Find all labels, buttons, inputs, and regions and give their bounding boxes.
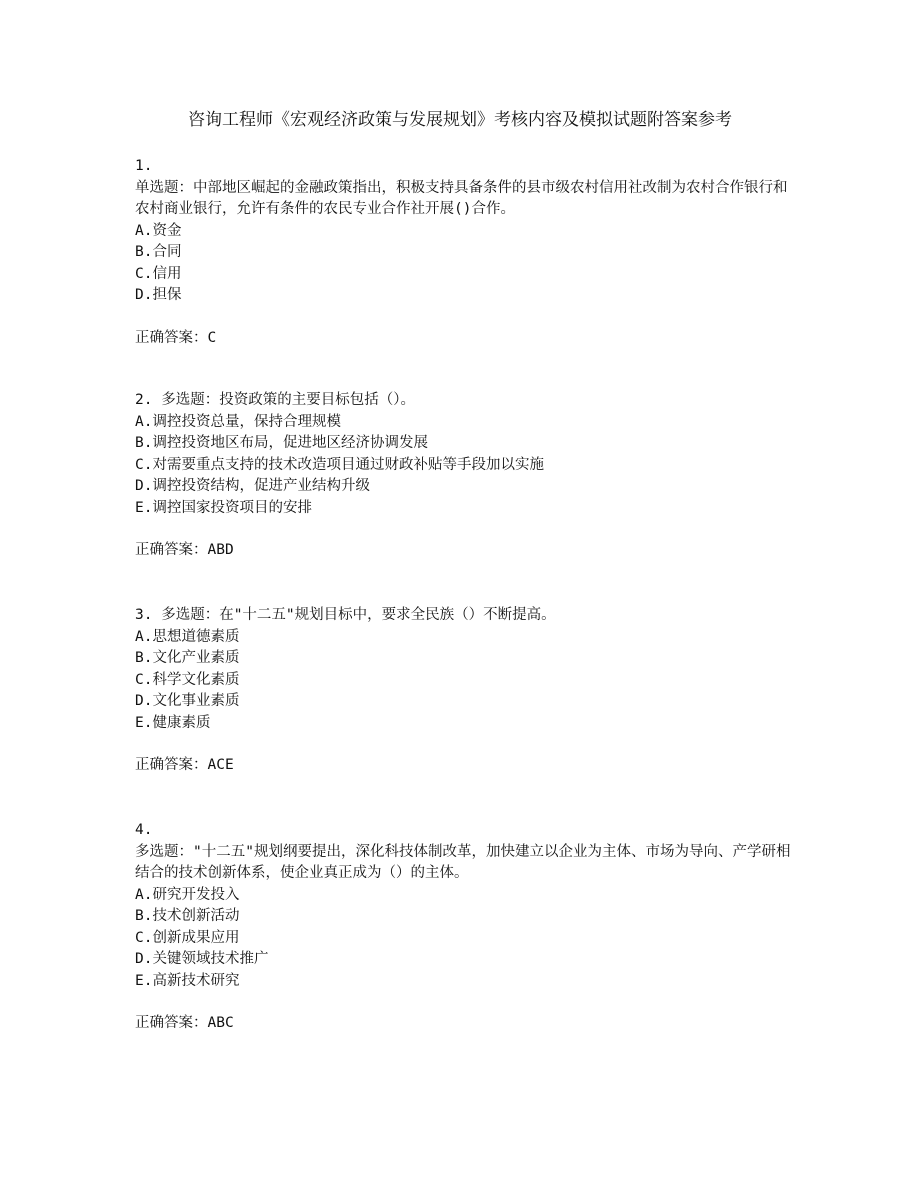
question-number: 4.: [135, 822, 153, 838]
option-c: C.科学文化素质: [135, 671, 240, 688]
option-a: A.研究开发投入: [135, 886, 240, 903]
option-b: B.文化产业素质: [135, 650, 240, 666]
option-a: A.调控投资总量，保持合理规模: [135, 413, 341, 430]
question-4: [135, 820, 795, 1035]
option-e: E.高新技术研究: [135, 972, 240, 989]
option-d: D.文化事业素质: [135, 693, 240, 709]
option-e: E.调控国家投资项目的安排: [135, 499, 312, 516]
question-number: 1.: [135, 158, 153, 174]
question-2: [135, 390, 795, 562]
option-a: A.思想道德素质: [135, 628, 240, 645]
question-stem: 多选题："十二五"规划纲要提出，深化科技体制改革，加快建立以企业为主体、市场为导向、产学研相结合的技术创新体系，使企业真正成为（）的主体。: [135, 843, 791, 881]
option-b: B.技术创新活动: [135, 908, 240, 924]
option-b: B.调控投资地区布局，促进地区经济协调发展: [135, 435, 428, 451]
option-d: D.调控投资结构，促进产业结构升级: [135, 478, 370, 494]
document-title: 咨询工程师《宏观经济政策与发展规划》考核内容及模拟试题附答案参考: [188, 110, 732, 130]
question-stem: 3. 多选题：在"十二五"规划目标中，要求全民族（）不断提高。: [135, 607, 556, 623]
question-stem: 单选题：中部地区崛起的金融政策指出，积极支持具备条件的县市级农村信用社改制为农村合作银行和农村商业银行，允许有条件的农民专业合作社开展()合作。: [135, 179, 788, 217]
option-c: C.创新成果应用: [135, 929, 240, 946]
correct-answer: 正确答案：ABD: [135, 542, 234, 558]
option-d: D.担保: [135, 287, 182, 303]
option-b: B.合同: [135, 244, 182, 260]
correct-answer: 正确答案：C: [135, 329, 217, 346]
option-d: D.关键领域技术推广: [135, 951, 269, 967]
correct-answer: 正确答案：ABC: [135, 1015, 234, 1031]
option-e: E.健康素质: [135, 714, 211, 731]
question-stem: 2. 多选题：投资政策的主要目标包括（）。: [135, 392, 415, 408]
question-1: [135, 156, 795, 349]
option-c: C.对需要重点支持的技术改造项目通过财政补贴等手段加以实施: [135, 456, 544, 473]
correct-answer: 正确答案：ACE: [135, 757, 234, 773]
option-a: A.资金: [135, 222, 182, 239]
option-c: C.信用: [135, 265, 182, 282]
question-3: [135, 605, 795, 777]
